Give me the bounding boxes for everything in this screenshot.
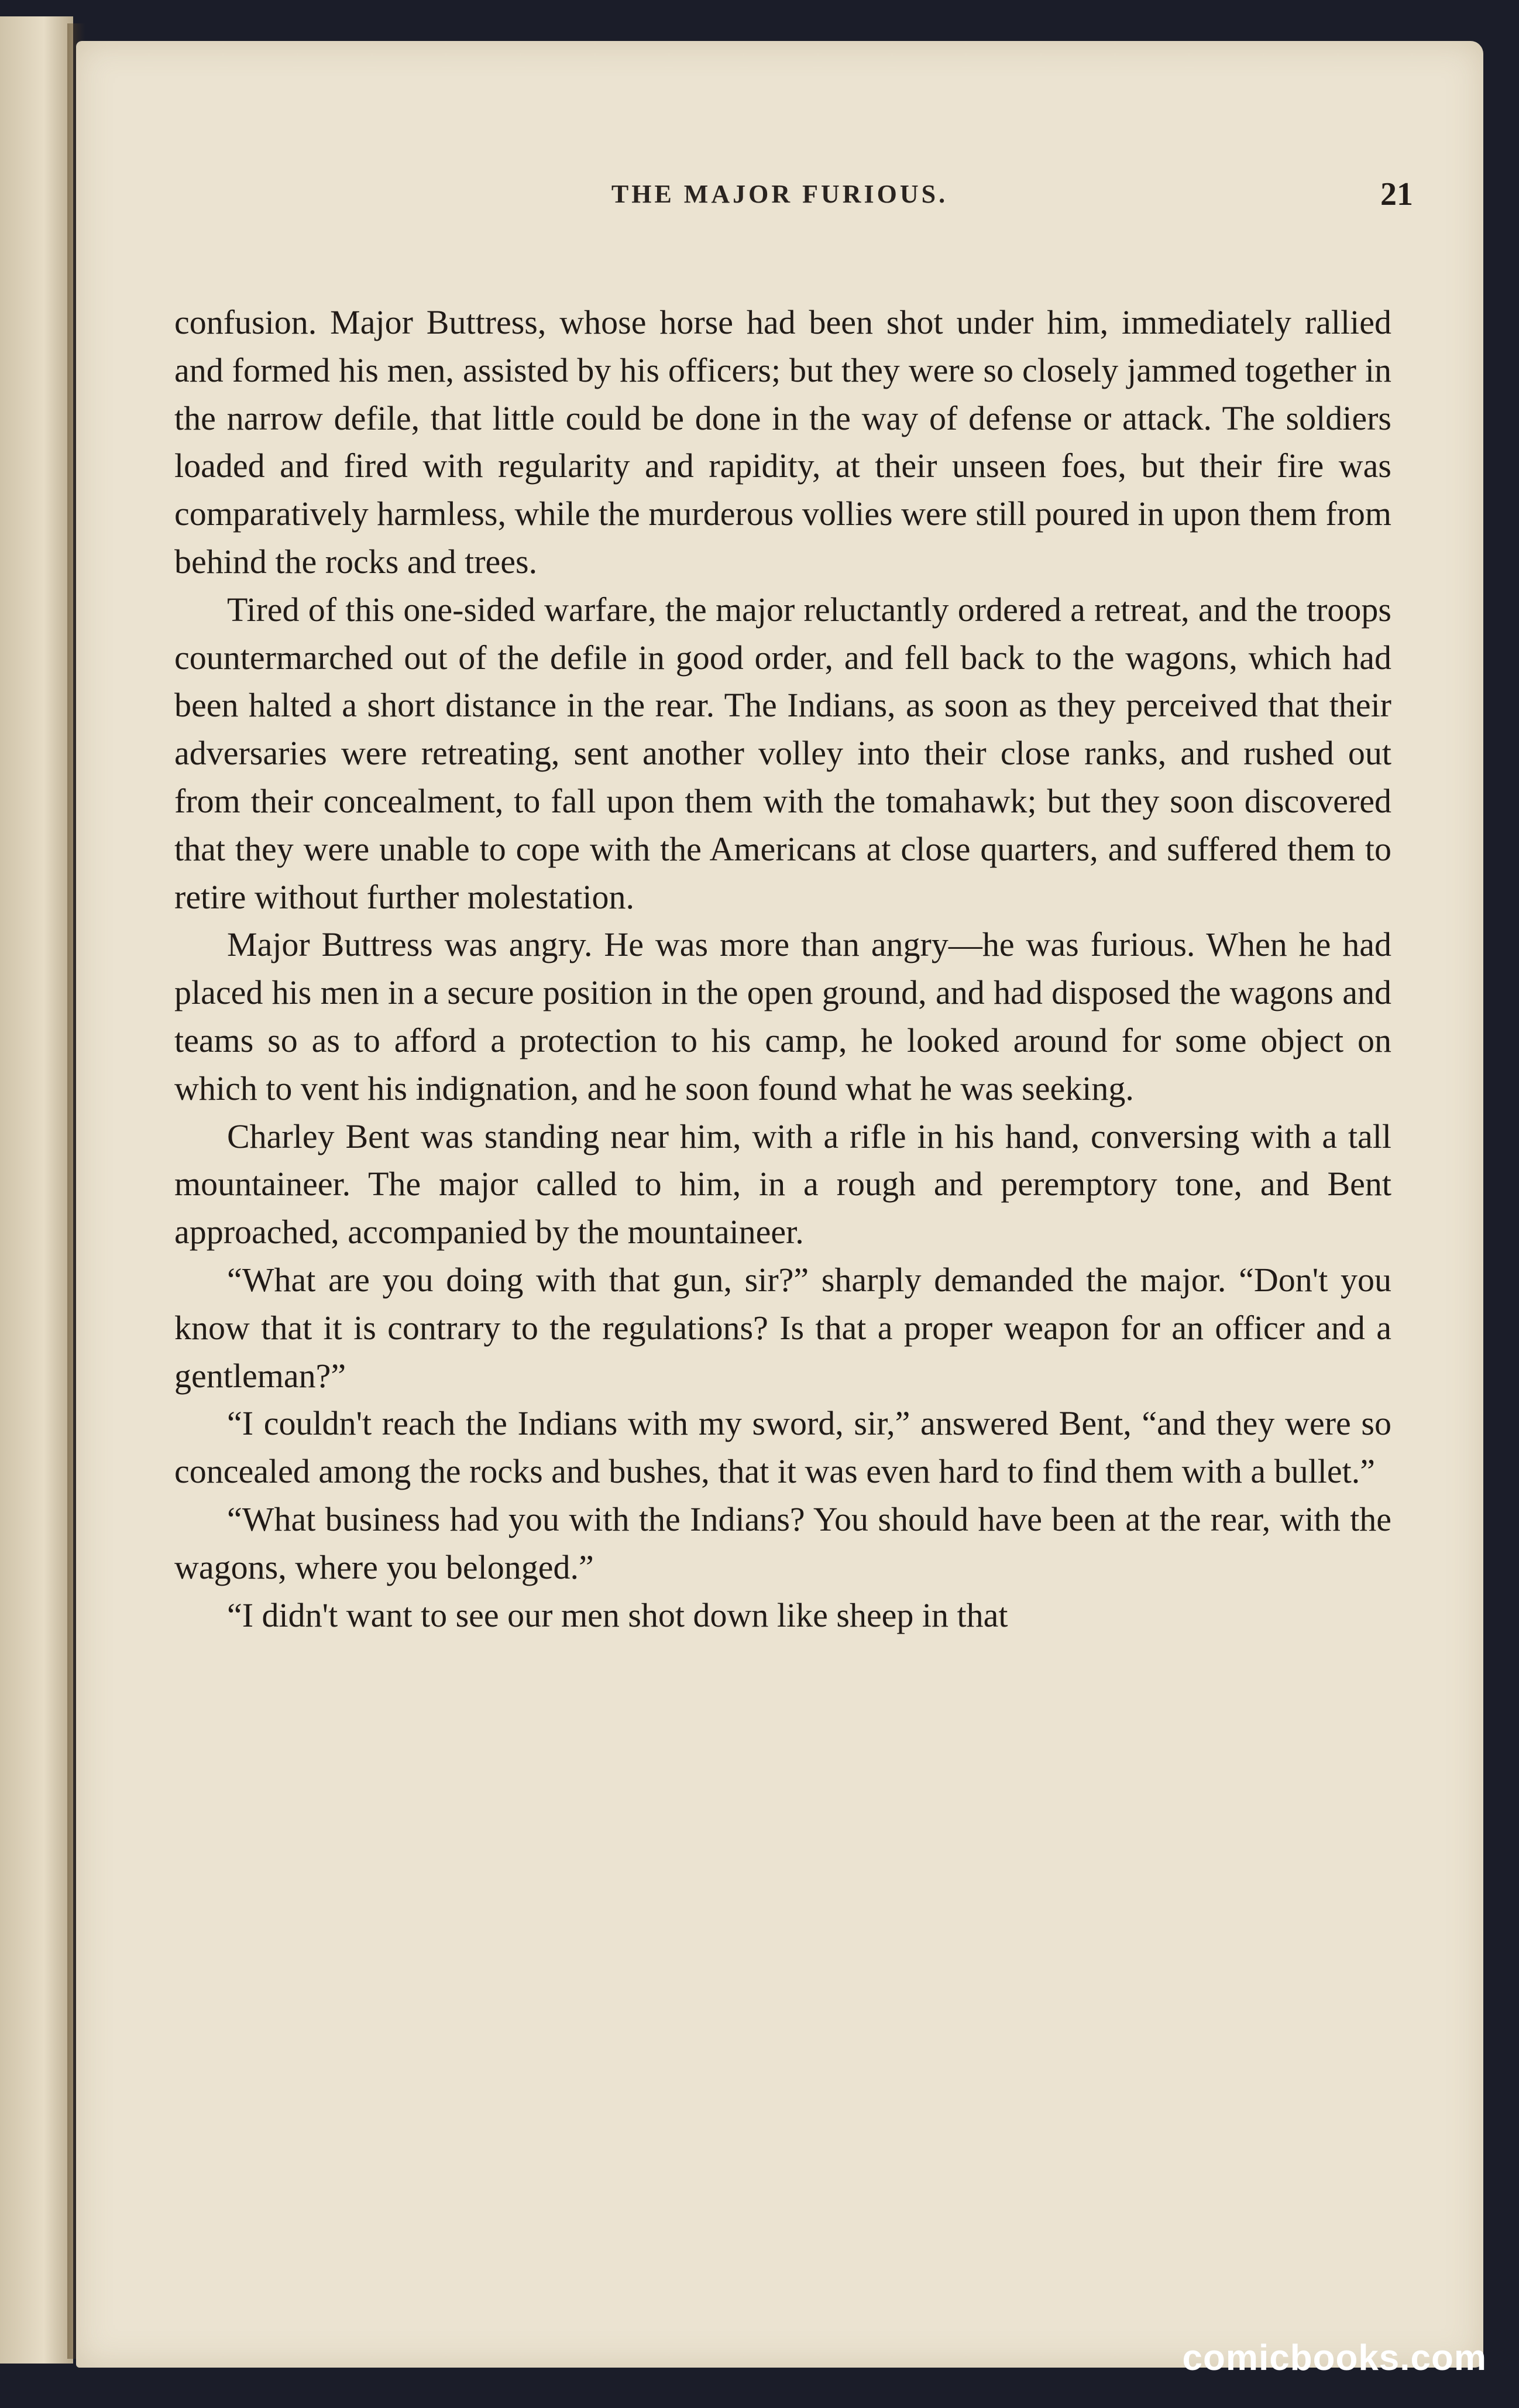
paragraph: “I couldn't reach the Indians with my sword, sir,” answered Bent, “and they were so concealed among the rocks and bushes, that it was even hard to find them with a bullet.” (174, 1404, 1391, 1491)
running-title: THE MAJOR FURIOUS. (611, 180, 948, 208)
paragraph: Charley Bent was standing near him, with a rifle in his hand, conversing with a tall mountaineer. The major called to him, in a rough and peremptory tone, and Bent approached, accompanied by the mountaineer. (174, 1117, 1391, 1251)
running-head (146, 171, 1413, 218)
paragraph: “What are you doing with that gun, sir?” sharply demanded the major. “Don't you know that it is contrary to the regulations? Is that a proper weapon for an officer and a gentleman?” (174, 1260, 1391, 1395)
book-page (76, 41, 1483, 2368)
paragraph: Tired of this one-sided warfare, the major reluctantly ordered a retreat, and the troops countermarched out of the defile in good order, and fell back to the wagons, which had been halted a short distance in the rear. The Indians, as soon as they perceived that their adversaries were retreating, sent another volley into their close ranks, and rushed out from their concealment, to fall upon them with the tomahawk; but they soon discovered that they were unable to cope with the Americans at close quarters, and suffered them to retire without further molestation. (174, 590, 1391, 916)
facing-page-edge (0, 16, 73, 2364)
site-watermark: comicbooks.com (1182, 2338, 1487, 2378)
body-text (174, 299, 1391, 1639)
paragraph: Major Buttress was angry. He was more than angry—he was furious. When he had placed his men in a secure position in the open ground, and had disposed the wagons and teams so as to afford a protection to his camp, he looked around for some object on which to vent his indignation, and he soon found what he was seeking. (174, 925, 1391, 1107)
paragraph: “What business had you with the Indians? You should have been at the rear, with the wagons, where you belonged.” (174, 1500, 1391, 1586)
page-number: 21 (1380, 176, 1413, 212)
paragraph: confusion. Major Buttress, whose horse had been shot under him, immediately rallied and formed his men, assisted by his officers; but they were so closely jammed together in the narrow defile, that little could be done in the way of defense or attack. The soldiers loaded and fired with regularity and rapidity, at their unseen foes, but their fire was comparatively harmless, while the murderous vollies were still poured in upon them from behind the rocks and trees. (174, 303, 1391, 581)
paragraph: “I didn't want to see our men shot down like sheep in that (227, 1596, 1008, 1634)
